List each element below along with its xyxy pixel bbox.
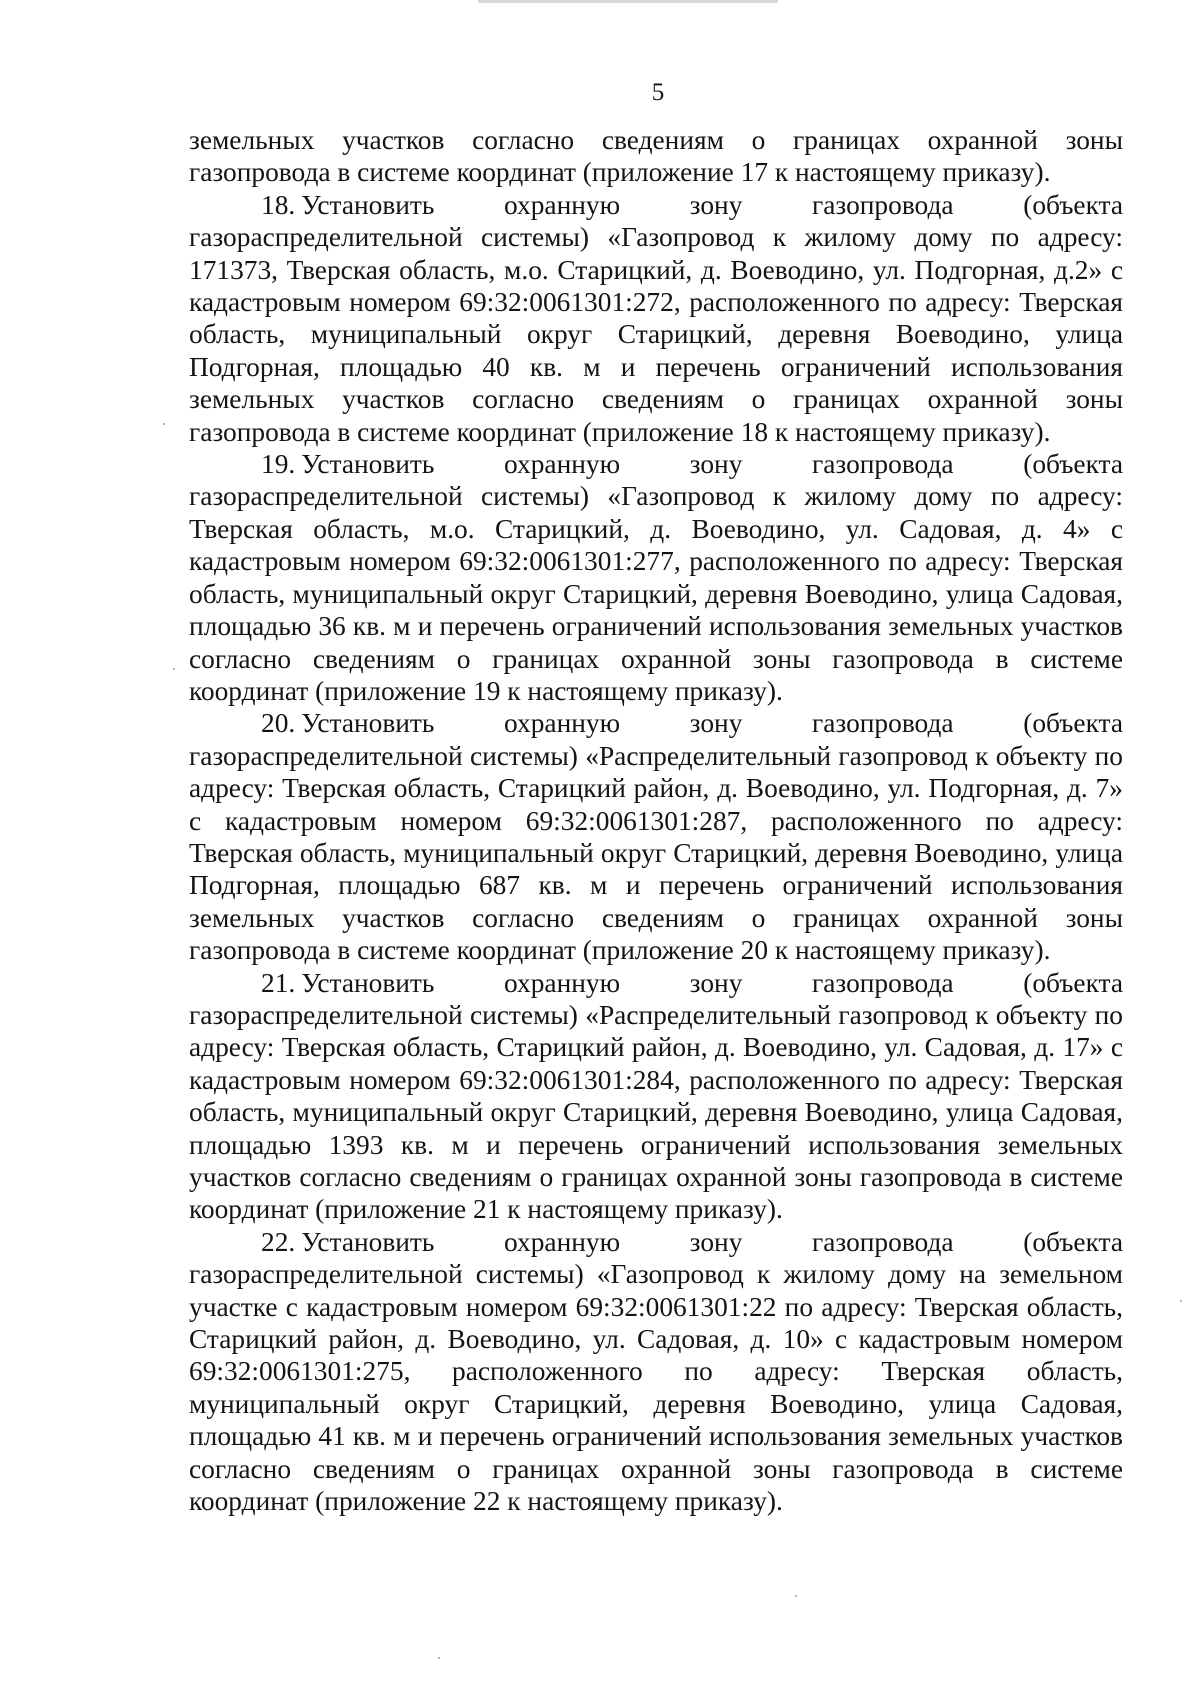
- scan-speck: [438, 1657, 440, 1659]
- scan-speck: [1180, 1300, 1182, 1302]
- scan-speck: [163, 423, 165, 425]
- paragraph-text: земельных участков согласно сведениям о границах охранной зоны газопровода в системе координат (приложение 17 к настоящему приказу).: [189, 125, 1123, 188]
- paragraph-item-19: [189, 448, 1123, 707]
- scan-edge-line: [478, 0, 778, 3]
- paragraph-item-20: [189, 707, 1123, 966]
- scan-speck: [173, 668, 175, 670]
- paragraph-continuation: [189, 124, 1123, 189]
- paragraph-number: 19.: [261, 449, 296, 480]
- paragraph-number: 18.: [261, 189, 296, 220]
- paragraph-text: Установить охранную зону газопровода (объекта газораспределительной системы) «Газопровод к жилому дому по адресу: 171373, Тверская область, м.о. Старицкий, д. Воеводино, ул. Подгорная, д.2» с кадастровым номером 69:32:0061301:272, расположенного по адресу: Тверская область, муниципальный округ Старицкий, деревня Воеводино, улица Подгорная, площадью 40 кв. м и перечень ограничений использования земельных участков согласно сведениям о границах охранной зоны газопровода в системе координат (приложение 18 к настоящему приказу).: [189, 189, 1123, 447]
- scan-speck: [795, 1595, 797, 1597]
- page-number: 5: [651, 79, 665, 106]
- paragraph-text: Установить охранную зону газопровода (объекта газораспределительной системы) «Распределительный газопровод к объекту по адресу: Тверская область, Старицкий район, д. Воеводино, ул. Садовая, д. 17» с кадастровым номером 69:32:0061301:284, расположенного по адресу: Тверская область, муниципальный округ Старицкий, деревня Воеводино, улица Садовая, площадью 1393 кв. м и перечень ограничений использования земельных участков согласно сведениям о границах охранной зоны газопровода в системе координат (приложение 21 к настоящему приказу).: [189, 967, 1123, 1225]
- paragraph-text: Установить охранную зону газопровода (объекта газораспределительной системы) «Распределительный газопровод к объекту по адресу: Тверская область, Старицкий район, д. Воеводино, ул. Подгорная, д. 7» с кадастровым номером 69:32:0061301:287, расположенного по адресу: Тверская область, муниципальный округ Старицкий, деревня Воеводино, улица Подгорная, площадью 687 кв. м и перечень ограничений использования земельных участков согласно сведениям о границах охранной зоны газопровода в системе координат (приложение 20 к настоящему приказу).: [189, 708, 1123, 966]
- paragraph-text: Установить охранную зону газопровода (объекта газораспределительной системы) «Газопровод к жилому дому по адресу: Тверская область, м.о. Старицкий, д. Воеводино, ул. Садовая, д. 4» с кадастровым номером 69:32:0061301:277, расположенного по адресу: Тверская область, муниципальный округ Старицкий, деревня Воеводино, улица Садовая, площадью 36 кв. м и перечень ограничений использования земельных участков согласно сведениям о границах охранной зоны газопровода в системе координат (приложение 19 к настоящему приказу).: [189, 449, 1123, 706]
- paragraph-item-22: [189, 1226, 1123, 1518]
- paragraph-number: 22.: [261, 1226, 296, 1257]
- paragraph-item-18: [189, 189, 1123, 448]
- paragraph-number: 20.: [261, 708, 296, 739]
- paragraph-item-21: [189, 967, 1123, 1226]
- paragraph-text: Установить охранную зону газопровода (объекта газораспределительной системы) «Газопровод к жилому дому на земельном участке с кадастровым номером 69:32:0061301:22 по адресу: Тверская область, Старицкий район, д. Воеводино, ул. Садовая, д. 10» с кадастровым номером 69:32:0061301:275, расположенного по адресу: Тверская область, муниципальный округ Старицкий, деревня Воеводино, улица Садовая, площадью 41 кв. м и перечень ограничений использования земельных участков согласно сведениям о границах охранной зоны газопровода в системе координат (приложение 22 к настоящему приказу).: [189, 1226, 1123, 1517]
- paragraph-number: 21.: [261, 967, 296, 998]
- document-body: [189, 124, 1123, 1517]
